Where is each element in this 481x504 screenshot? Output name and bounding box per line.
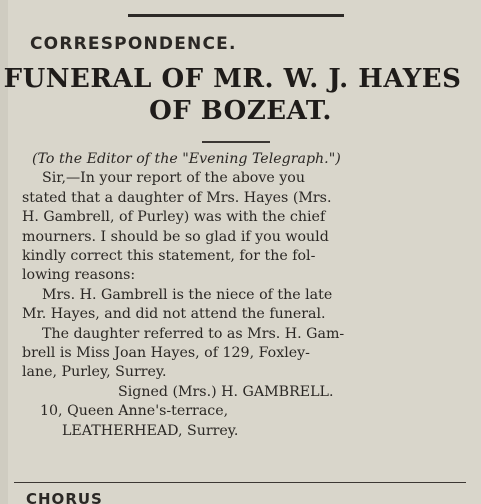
letter-line: lane, Purley, Surrey. bbox=[22, 364, 167, 381]
signature-line: Signed (Mrs.) H. GAMBRELL. bbox=[118, 383, 334, 400]
letter-line: mourners. I should be so glad if you would bbox=[22, 228, 329, 245]
letter-line: Mrs. H. Gambrell is the niece of the late bbox=[42, 286, 333, 303]
letter-line: stated that a daughter of Mrs. Hayes (Mrs. bbox=[22, 189, 332, 206]
letter-line: lowing reasons: bbox=[22, 267, 136, 284]
headline-line-1: FUNERAL OF MR. W. J. HAYES bbox=[3, 64, 462, 94]
section-label: CORRESPONDENCE. bbox=[30, 34, 237, 54]
address-line: LEATHERHEAD, Surrey. bbox=[62, 422, 239, 439]
letter-body bbox=[22, 150, 470, 441]
letter-line: brell is Miss Joan Hayes, of 129, Foxley- bbox=[22, 345, 310, 362]
headline-line-2: OF BOZEAT. bbox=[149, 96, 332, 126]
address-line: 10, Queen Anne's-terrace, bbox=[40, 403, 229, 420]
dedication-line: (To the Editor of the "Evening Telegraph.") bbox=[32, 151, 341, 167]
letter-line: The daughter referred to as Mrs. H. Gam- bbox=[42, 325, 345, 342]
letter-line: Sir,—In your report of the above you bbox=[42, 170, 305, 187]
bottom-rule bbox=[14, 482, 466, 483]
letter-line: H. Gambrell, of Purley) was with the chief bbox=[22, 209, 326, 226]
next-heading-fragment: CHORUS bbox=[26, 490, 103, 504]
letter-line: kindly correct this statement, for the fol- bbox=[22, 248, 316, 265]
headline-divider bbox=[202, 141, 270, 143]
top-rule bbox=[128, 14, 344, 17]
letter-line: Mr. Hayes, and did not attend the funeral. bbox=[22, 306, 326, 323]
